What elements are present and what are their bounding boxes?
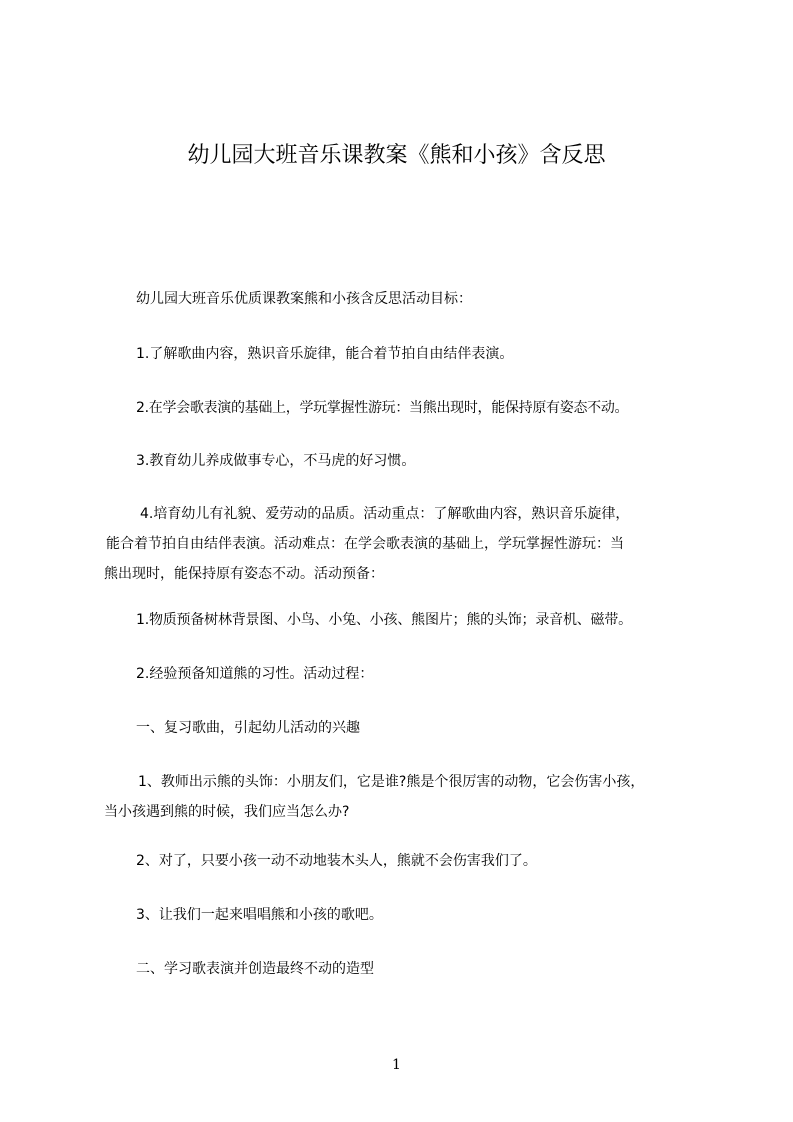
paragraph-step-3: 3、让我们一起来唱唱熊和小孩的歌吧。	[136, 907, 383, 923]
paragraph-goal-2: 2.在学会歌表演的基础上，学玩掌握性游玩：当熊出现时，能保持原有姿态不动。	[136, 400, 629, 416]
paragraph-step-1	[104, 767, 700, 827]
paragraph-goal-4-line-2: 能合着节拍自由结伴表演。活动难点：在学会歌表演的基础上，学玩掌握性游玩：当	[106, 536, 624, 552]
paragraph-goal-4-line-1: 4.培育幼儿有礼貌、爱劳动的品质。活动重点：了解歌曲内容，熟识音乐旋律，	[140, 506, 630, 522]
paragraph-step-2: 2、对了，只要小孩一动不动地装木头人，熊就不会伤害我们了。	[136, 853, 537, 869]
paragraph-goal-4-line-3: 熊出现时，能保持原有姿态不动。活动预备：	[104, 566, 384, 582]
document-title: 幼儿园大班音乐课教案《熊和小孩》含反思	[187, 143, 606, 168]
section-heading-1: 一、复习歌曲，引起幼儿活动的兴趣	[136, 720, 360, 736]
paragraph-intro: 幼儿园大班音乐优质课教案熊和小孩含反思活动目标：	[136, 291, 472, 307]
page-number: 1	[392, 1057, 401, 1073]
paragraph-prep-2: 2.经验预备知道熊的习性。活动过程：	[136, 666, 374, 682]
paragraph-prep-1: 1.物质预备树林背景图、小鸟、小兔、小孩、熊图片；熊的头饰；录音机、磁带。	[136, 612, 632, 628]
paragraph-goal-4	[104, 499, 700, 589]
section-heading-2: 二、学习歌表演并创造最终不动的造型	[136, 961, 374, 977]
paragraph-goal-3: 3.教育幼儿养成做事专心，不马虎的好习惯。	[136, 453, 416, 469]
paragraph-step-1-line-2: 当小孩遇到熊的时候，我们应当怎么办?	[104, 804, 350, 820]
paragraph-goal-1: 1.了解歌曲内容，熟识音乐旋律，能合着节拍自由结伴表演。	[136, 346, 514, 362]
paragraph-step-1-line-1: 1、教师出示熊的头饰：小朋友们，它是谁?熊是个很厉害的动物，它会伤害小孩，	[138, 774, 645, 790]
